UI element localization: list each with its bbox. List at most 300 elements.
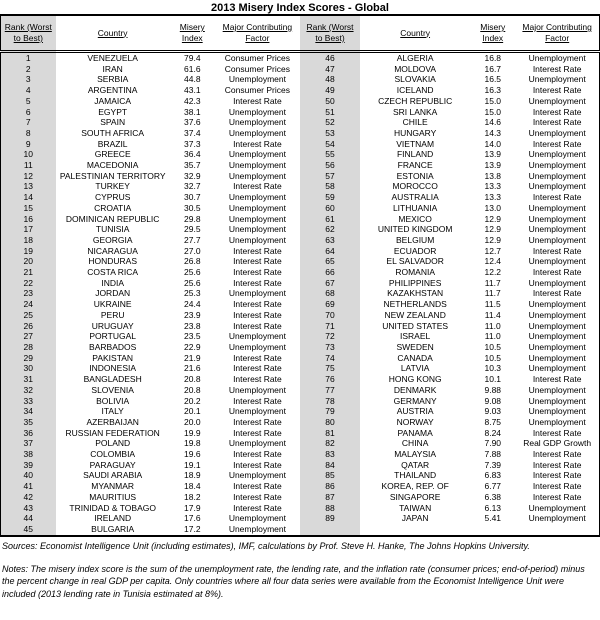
country-cell: SLOVAKIA xyxy=(394,74,436,85)
rank-cell: 86 xyxy=(300,481,360,492)
table-row xyxy=(1,171,600,182)
index-cell: 22.9 xyxy=(184,341,201,352)
country-cell: UNITED KINGDOM xyxy=(377,224,453,235)
country-cell: HUNGARY xyxy=(393,127,437,138)
index-cell: 13.9 xyxy=(484,149,502,160)
rank-cell: 63 xyxy=(300,235,360,246)
factor-cell: Unemployment xyxy=(528,363,586,374)
index-cell xyxy=(470,524,515,536)
country-cell: DOMINICAN REPUBLIC xyxy=(65,213,160,224)
rank-cell: 6 xyxy=(1,107,56,118)
index-cell: 21.9 xyxy=(184,352,201,363)
country-cell: UNITED STATES xyxy=(382,320,449,331)
factor-cell: Unemployment xyxy=(528,234,586,245)
index-cell: 61.6 xyxy=(184,63,201,74)
factor-cell: Interest Rate xyxy=(532,63,582,74)
table-row xyxy=(1,278,600,289)
country-cell: AUSTRALIA xyxy=(391,192,439,203)
factor-cell xyxy=(515,524,599,536)
table-row xyxy=(1,481,600,492)
country-cell: BULGARIA xyxy=(91,523,135,534)
country-cell: SPAIN xyxy=(100,117,126,128)
table-row xyxy=(1,117,600,128)
rank-cell: 16 xyxy=(1,214,56,225)
country-cell: KAZAKHSTAN xyxy=(387,288,444,299)
rank-cell: 32 xyxy=(1,385,56,396)
table-row xyxy=(1,310,600,321)
index-cell: 7.39 xyxy=(484,459,502,470)
index-cell: 18.9 xyxy=(184,470,201,481)
country-cell: INDONESIA xyxy=(89,363,137,374)
factor-cell: Interest Rate xyxy=(532,449,582,460)
rank-cell: 71 xyxy=(300,321,360,332)
index-cell: 14.6 xyxy=(484,117,502,128)
rank-cell: 1 xyxy=(1,52,56,64)
rank-cell: 52 xyxy=(300,117,360,128)
index-cell: 30.7 xyxy=(184,192,201,203)
factor-cell: Unemployment xyxy=(228,331,286,342)
index-cell: 13.3 xyxy=(484,192,502,203)
country-cell: SOUTH AFRICA xyxy=(81,127,145,138)
index-cell: 6.77 xyxy=(484,481,502,492)
country-cell: IRAN xyxy=(102,63,123,74)
factor-cell: Unemployment xyxy=(528,170,586,181)
rank-cell: 9 xyxy=(1,139,56,150)
country-cell: FRANCE xyxy=(397,160,433,171)
index-cell: 19.1 xyxy=(184,459,201,470)
rank-cell: 50 xyxy=(300,96,360,107)
rank-cell: 28 xyxy=(1,342,56,353)
rank-cell: 72 xyxy=(300,331,360,342)
col-header-rank-left: Rank (Worst to Best) xyxy=(1,15,56,52)
rank-cell: 55 xyxy=(300,149,360,160)
country-cell: CROATIA xyxy=(94,202,132,213)
factor-cell: Interest Rate xyxy=(233,245,282,256)
factor-cell: Interest Rate xyxy=(532,267,582,278)
index-cell: 7.88 xyxy=(484,449,502,460)
rank-cell: 3 xyxy=(1,74,56,85)
table-row xyxy=(1,74,600,85)
country-cell: CZECH REPUBLIC xyxy=(378,95,453,106)
country-cell: FINLAND xyxy=(396,149,434,160)
index-cell: 32.9 xyxy=(184,170,201,181)
rank-cell: 29 xyxy=(1,353,56,364)
table-row xyxy=(1,64,600,75)
country-cell: CHINA xyxy=(401,438,429,449)
rank-cell: 42 xyxy=(1,492,56,503)
factor-cell: Unemployment xyxy=(228,523,286,534)
country-cell: CANADA xyxy=(397,352,433,363)
country-cell: GREECE xyxy=(94,149,131,160)
index-cell: 13.8 xyxy=(484,170,502,181)
country-cell: MAURITIUS xyxy=(89,491,137,502)
index-cell: 25.6 xyxy=(184,267,201,278)
country-cell: NETHERLANDS xyxy=(383,299,447,310)
country-cell: VIETNAM xyxy=(396,138,435,149)
factor-cell: Unemployment xyxy=(228,341,286,352)
factor-cell: Interest Rate xyxy=(532,374,582,385)
index-cell: 36.4 xyxy=(184,149,201,160)
table-row xyxy=(1,246,600,257)
table-row xyxy=(1,107,600,118)
rank-cell: 19 xyxy=(1,246,56,257)
rank-cell: 5 xyxy=(1,96,56,107)
factor-cell: Unemployment xyxy=(528,149,586,160)
factor-cell: Interest Rate xyxy=(233,481,282,492)
index-cell: 20.2 xyxy=(184,395,201,406)
country-cell: BOLIVIA xyxy=(96,395,130,406)
factor-cell: Unemployment xyxy=(528,213,586,224)
table-row xyxy=(1,460,600,471)
index-cell: 13.3 xyxy=(484,181,502,192)
index-cell: 11.7 xyxy=(484,277,501,288)
index-cell: 23.8 xyxy=(184,320,201,331)
index-cell: 12.9 xyxy=(484,224,502,235)
rank-cell: 45 xyxy=(1,524,56,536)
index-cell: 11.4 xyxy=(484,309,501,320)
factor-cell: Unemployment xyxy=(528,277,586,288)
index-cell: 12.2 xyxy=(484,267,502,278)
index-cell: 11.7 xyxy=(484,288,501,299)
factor-cell: Interest Rate xyxy=(233,459,282,470)
country-cell: KOREA, REP. OF xyxy=(381,481,449,492)
index-cell: 19.6 xyxy=(184,449,201,460)
country-cell: SLOVENIA xyxy=(91,384,134,395)
country-cell: MOLDOVA xyxy=(394,63,437,74)
index-cell: 12.9 xyxy=(484,213,502,224)
index-cell: 15.0 xyxy=(484,95,502,106)
factor-cell: Interest Rate xyxy=(233,299,282,310)
country-cell: PAKISTAN xyxy=(92,352,134,363)
factor-cell: Interest Rate xyxy=(233,352,282,363)
country-cell: LATVIA xyxy=(400,363,430,374)
index-cell: 43.1 xyxy=(184,85,201,96)
table-body xyxy=(1,52,600,536)
table-row xyxy=(1,85,600,96)
factor-cell: Interest Rate xyxy=(532,245,582,256)
rank-cell: 39 xyxy=(1,460,56,471)
index-cell: 16.5 xyxy=(484,74,502,85)
factor-cell: Unemployment xyxy=(528,95,586,106)
country-cell: ITALY xyxy=(101,406,124,417)
index-cell: 16.8 xyxy=(484,53,502,63)
country-cell: ECUADOR xyxy=(393,245,437,256)
methodology-notes: Notes: The misery index score is the sum of the unemployment rate, the lending rate, and the inflation rate (consumer prices; end-of-period) minus the percent change in real GDP per capita. Only countries where all four data series were available from the Economist Intelligence Unit were included (2013 lending rate in Tunisia estimated at 8%). xyxy=(2,563,585,599)
rank-cell: 74 xyxy=(300,353,360,364)
factor-cell: Interest Rate xyxy=(233,395,282,406)
index-cell: 19.8 xyxy=(184,438,201,449)
rank-cell: 51 xyxy=(300,107,360,118)
factor-cell: Unemployment xyxy=(228,438,286,449)
rank-cell: 10 xyxy=(1,149,56,160)
country-cell: CHILE xyxy=(402,117,428,128)
factor-cell: Interest Rate xyxy=(532,470,582,481)
country-cell: INDIA xyxy=(101,277,124,288)
rank-cell: 7 xyxy=(1,117,56,128)
index-cell: 18.2 xyxy=(184,491,201,502)
factor-cell: Unemployment xyxy=(528,416,586,427)
rank-cell: 66 xyxy=(300,267,360,278)
factor-cell: Unemployment xyxy=(528,309,586,320)
rank-cell: 4 xyxy=(1,85,56,96)
factor-cell: Unemployment xyxy=(228,117,286,128)
factor-cell: Interest Rate xyxy=(233,502,282,513)
table-row xyxy=(1,128,600,139)
factor-cell: Unemployment xyxy=(528,127,586,138)
country-cell: AUSTRIA xyxy=(396,406,434,417)
rank-cell: 54 xyxy=(300,139,360,150)
table-row xyxy=(1,96,600,107)
index-cell: 20.1 xyxy=(184,406,201,417)
country-cell: TAIWAN xyxy=(399,502,432,513)
col-header-index-left: Misery Index xyxy=(170,15,215,52)
factor-cell: Unemployment xyxy=(228,384,286,395)
rank-cell: 33 xyxy=(1,396,56,407)
table-row xyxy=(1,267,600,278)
index-cell: 9.03 xyxy=(484,406,502,417)
rank-cell: 82 xyxy=(300,438,360,449)
factor-cell: Unemployment xyxy=(228,170,286,181)
country-cell: PHILIPPINES xyxy=(388,277,442,288)
rank-cell: 23 xyxy=(1,288,56,299)
rank-cell: 31 xyxy=(1,374,56,385)
rank-cell: 22 xyxy=(1,278,56,289)
factor-cell: Unemployment xyxy=(228,513,286,524)
factor-cell: Unemployment xyxy=(528,502,586,513)
country-cell: PARAGUAY xyxy=(89,459,136,470)
country-cell: SWEDEN xyxy=(396,341,434,352)
rank-cell: 12 xyxy=(1,171,56,182)
rank-cell: 41 xyxy=(1,481,56,492)
factor-cell: Unemployment xyxy=(228,202,286,213)
country-cell: NICARAGUA xyxy=(87,245,138,256)
page-title: 2013 Misery Index Scores - Global xyxy=(211,2,389,14)
factor-cell: Interest Rate xyxy=(532,106,582,117)
country-cell: GEORGIA xyxy=(92,234,133,245)
index-cell: 20.0 xyxy=(184,416,201,427)
factor-cell: Interest Rate xyxy=(233,363,282,374)
table-row xyxy=(1,181,600,192)
table-row xyxy=(1,139,600,150)
factor-cell: Unemployment xyxy=(528,74,586,85)
factor-cell: Interest Rate xyxy=(532,117,582,128)
index-cell: 17.9 xyxy=(184,502,201,513)
index-cell: 9.88 xyxy=(484,384,502,395)
table-row xyxy=(1,288,600,299)
index-cell: 25.3 xyxy=(184,288,201,299)
index-cell: 79.4 xyxy=(184,53,201,63)
factor-cell: Unemployment xyxy=(528,160,586,171)
index-cell: 9.08 xyxy=(484,395,502,406)
table-row xyxy=(1,470,600,481)
index-cell: 14.3 xyxy=(484,127,502,138)
country-cell: LITHUANIA xyxy=(392,202,438,213)
index-cell: 17.2 xyxy=(184,523,201,534)
index-cell: 26.8 xyxy=(184,256,201,267)
rank-cell: 53 xyxy=(300,128,360,139)
col-header-country-right: Country xyxy=(360,15,470,52)
country-cell: THAILAND xyxy=(394,470,437,481)
table-row xyxy=(1,331,600,342)
country-cell: COLOMBIA xyxy=(90,449,136,460)
factor-cell: Interest Rate xyxy=(233,95,282,106)
country-cell: ESTONIA xyxy=(396,170,434,181)
index-cell: 11.0 xyxy=(484,320,501,331)
factor-cell: Real GDP Growth xyxy=(523,438,592,449)
country-cell: NEW ZEALAND xyxy=(384,309,446,320)
index-cell: 8.75 xyxy=(484,416,502,427)
factor-cell: Consumer Prices xyxy=(224,85,290,96)
country-cell: SRI LANKA xyxy=(392,106,438,117)
rank-cell: 73 xyxy=(300,342,360,353)
country-cell: SAUDI ARABIA xyxy=(83,470,143,481)
index-cell: 16.7 xyxy=(484,63,502,74)
index-cell: 10.5 xyxy=(484,352,502,363)
factor-cell: Interest Rate xyxy=(532,85,582,96)
rank-cell: 59 xyxy=(300,192,360,203)
country-cell: MALAYSIA xyxy=(394,449,437,460)
factor-cell: Unemployment xyxy=(228,160,286,171)
index-cell: 24.4 xyxy=(184,299,201,310)
table-row xyxy=(1,513,600,524)
table-row xyxy=(1,406,600,417)
index-cell: 32.7 xyxy=(184,181,201,192)
index-cell: 20.8 xyxy=(184,384,201,395)
country-cell: JORDAN xyxy=(95,288,131,299)
rank-cell: 57 xyxy=(300,171,360,182)
index-cell: 10.1 xyxy=(484,374,502,385)
index-cell: 17.6 xyxy=(184,513,201,524)
rank-cell: 69 xyxy=(300,299,360,310)
index-cell: 25.6 xyxy=(184,277,201,288)
rank-cell: 70 xyxy=(300,310,360,321)
factor-cell: Unemployment xyxy=(228,192,286,203)
factor-cell: Unemployment xyxy=(528,406,586,417)
index-cell: 12.4 xyxy=(484,256,502,267)
factor-cell: Unemployment xyxy=(528,299,586,310)
country-cell: PALESTINIAN TERRITORY xyxy=(59,170,166,181)
rank-cell: 79 xyxy=(300,406,360,417)
factor-cell: Unemployment xyxy=(228,224,286,235)
country-cell: DENMARK xyxy=(393,384,437,395)
factor-cell: Unemployment xyxy=(228,74,286,85)
index-cell: 27.7 xyxy=(184,234,201,245)
factor-cell: Unemployment xyxy=(528,331,586,342)
table-row xyxy=(1,385,600,396)
country-cell: MOROCCO xyxy=(392,181,438,192)
rank-cell: 14 xyxy=(1,192,56,203)
factor-cell: Unemployment xyxy=(228,213,286,224)
rank-cell: 2 xyxy=(1,64,56,75)
factor-cell: Interest Rate xyxy=(233,449,282,460)
table-row xyxy=(1,438,600,449)
factor-cell: Interest Rate xyxy=(233,374,282,385)
index-cell: 7.90 xyxy=(484,438,502,449)
index-cell: 8.24 xyxy=(484,427,502,438)
factor-cell: Unemployment xyxy=(528,513,586,524)
country-cell: EGYPT xyxy=(98,106,128,117)
rank-cell: 35 xyxy=(1,417,56,428)
rank-cell: 13 xyxy=(1,181,56,192)
index-cell: 6.83 xyxy=(484,470,502,481)
index-cell: 12.9 xyxy=(484,234,502,245)
country-cell: JAMAICA xyxy=(94,95,132,106)
col-header-factor-right: Major Contributing Factor xyxy=(515,15,599,52)
factor-cell: Interest Rate xyxy=(233,256,282,267)
country-cell: ARGENTINA xyxy=(87,85,138,96)
rank-cell: 40 xyxy=(1,470,56,481)
table-row xyxy=(1,492,600,503)
factor-cell: Unemployment xyxy=(528,202,586,213)
rank-cell: 49 xyxy=(300,85,360,96)
index-cell: 12.7 xyxy=(484,245,502,256)
table-row xyxy=(1,449,600,460)
table-row xyxy=(1,396,600,407)
country-cell: ISRAEL xyxy=(400,331,431,342)
index-cell: 10.3 xyxy=(484,363,502,374)
factor-cell: Interest Rate xyxy=(233,491,282,502)
index-cell: 10.5 xyxy=(484,341,502,352)
country-cell: ALGERIA xyxy=(396,53,434,63)
table-row xyxy=(1,214,600,225)
col-header-index-right: Misery Index xyxy=(470,15,515,52)
country-cell: BRAZIL xyxy=(97,138,128,149)
factor-cell: Unemployment xyxy=(528,384,586,395)
factor-cell: Interest Rate xyxy=(532,427,582,438)
index-cell: 15.0 xyxy=(484,106,502,117)
country-cell: GERMANY xyxy=(393,395,437,406)
factor-cell: Unemployment xyxy=(228,470,286,481)
table-row xyxy=(1,52,600,64)
rank-cell: 58 xyxy=(300,181,360,192)
table-row xyxy=(1,374,600,385)
rank-cell: 18 xyxy=(1,235,56,246)
factor-cell: Unemployment xyxy=(528,53,586,63)
index-cell: 27.0 xyxy=(184,245,201,256)
rank-cell: 21 xyxy=(1,267,56,278)
factor-cell: Interest Rate xyxy=(233,309,282,320)
rank-cell: 26 xyxy=(1,321,56,332)
rank-cell: 77 xyxy=(300,385,360,396)
country-cell xyxy=(360,524,470,536)
factor-cell: Unemployment xyxy=(528,224,586,235)
factor-cell: Interest Rate xyxy=(532,192,582,203)
rank-cell: 11 xyxy=(1,160,56,171)
country-cell: CYPRUS xyxy=(94,192,131,203)
factor-cell: Interest Rate xyxy=(532,491,582,502)
factor-cell: Unemployment xyxy=(228,149,286,160)
rank-cell: 64 xyxy=(300,246,360,257)
index-cell: 23.5 xyxy=(184,331,201,342)
country-cell: NORWAY xyxy=(396,416,434,427)
factor-cell: Interest Rate xyxy=(532,138,582,149)
index-cell: 21.6 xyxy=(184,363,201,374)
factor-cell: Interest Rate xyxy=(233,277,282,288)
country-cell: SINGAPORE xyxy=(389,491,441,502)
factor-cell: Unemployment xyxy=(228,106,286,117)
table-row xyxy=(1,149,600,160)
table-row xyxy=(1,342,600,353)
country-cell: MACEDONIA xyxy=(86,160,139,171)
country-cell: PERU xyxy=(100,309,125,320)
country-cell: ICELAND xyxy=(396,85,434,96)
rank-cell: 38 xyxy=(1,449,56,460)
factor-cell: Unemployment xyxy=(228,406,286,417)
country-cell: BELGIUM xyxy=(396,234,435,245)
country-cell: MEXICO xyxy=(398,213,432,224)
table-row xyxy=(1,503,600,514)
rank-cell: 43 xyxy=(1,503,56,514)
